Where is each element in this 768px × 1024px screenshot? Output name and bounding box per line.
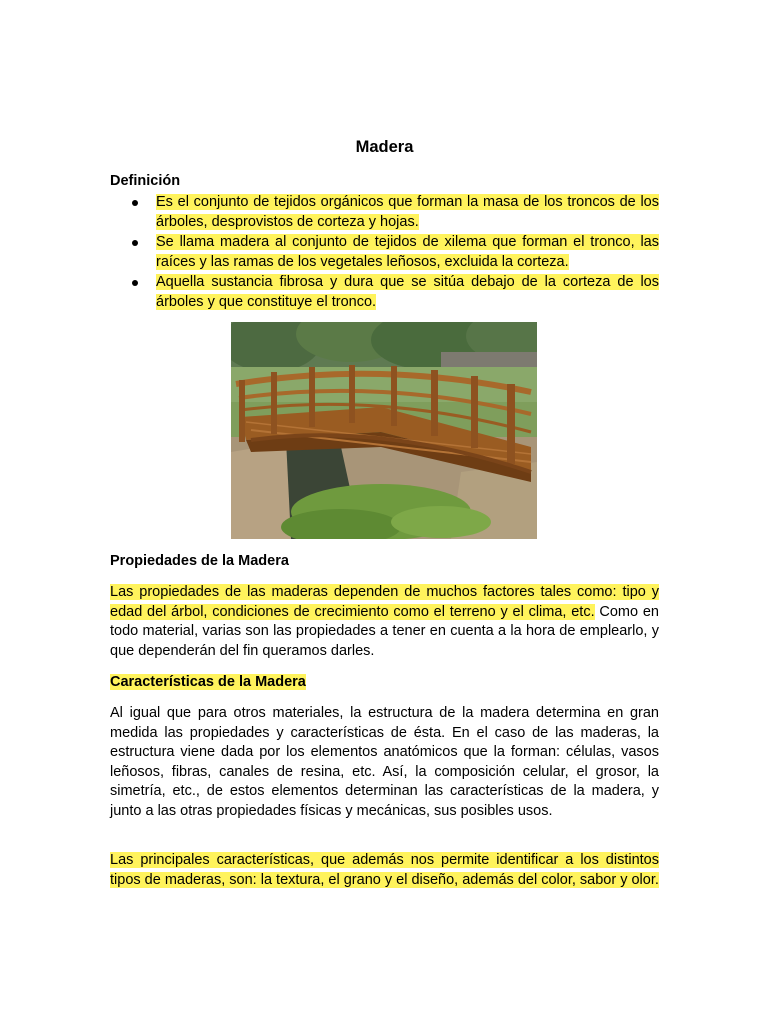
document-title: Madera bbox=[355, 138, 414, 156]
bullet-icon bbox=[132, 280, 138, 286]
bullet-icon bbox=[132, 200, 138, 206]
bullet-icon bbox=[132, 240, 138, 246]
bullet-text: Aquella sustancia fibrosa y dura que se sitúa debajo de la corteza de los árboles y que constituye el tronco. bbox=[156, 274, 659, 310]
list-item bbox=[110, 273, 659, 312]
definition-heading: Definición bbox=[110, 173, 181, 189]
list-item bbox=[110, 233, 659, 272]
wooden-bridge-photo bbox=[231, 322, 537, 539]
highlighted-text: Las principales características, que además nos permite identificar a los distintos tipos de maderas, son: la textura, el grano y el diseño, además del color, sabor y olor. bbox=[110, 852, 659, 888]
propiedades-heading: Propiedades de la Madera bbox=[110, 553, 289, 569]
caracteristicas-paragraph-2 bbox=[110, 851, 659, 890]
bullet-text: Es el conjunto de tejidos orgánicos que forman la masa de los troncos de los árboles, desprovistos de corteza y hojas. bbox=[156, 194, 659, 230]
caracteristicas-heading bbox=[110, 673, 306, 692]
paragraph-text: Como en todo material, varias son las propiedades a tener en cuenta a la hora de emplearlo, y que dependerán del fin queramos darles. bbox=[110, 603, 659, 659]
caracteristicas-paragraph-1: Al igual que para otros materiales, la estructura de la madera determina en gran medida las propiedades y características de ésta. En el caso de las maderas, la estructura viene dada por los elementos anatómicos que la forman: células, vasos leñosos, fibras, canales de resina, etc. Así, la composición celular, el grosor, la simetría, etc., de estos elementos determinan las características de la madera, y junto a las otras propiedades físicas y mecánicas, sus posibles usos. bbox=[110, 705, 659, 819]
document-page bbox=[110, 0, 659, 1024]
bullet-text: Se llama madera al conjunto de tejidos de xilema que forman el tronco, las raíces y las ramas de los vegetales leñosos, excluida la corteza. bbox=[156, 234, 659, 270]
list-item bbox=[110, 193, 659, 232]
highlighted-heading-text: Características de la Madera bbox=[110, 674, 306, 690]
propiedades-paragraph bbox=[110, 583, 659, 661]
definition-list bbox=[110, 193, 659, 313]
highlighted-text: Las propiedades de las maderas dependen de muchos factores tales como: tipo y edad del árbol, condiciones de crecimiento como el terreno y el clima, etc. bbox=[110, 584, 659, 620]
